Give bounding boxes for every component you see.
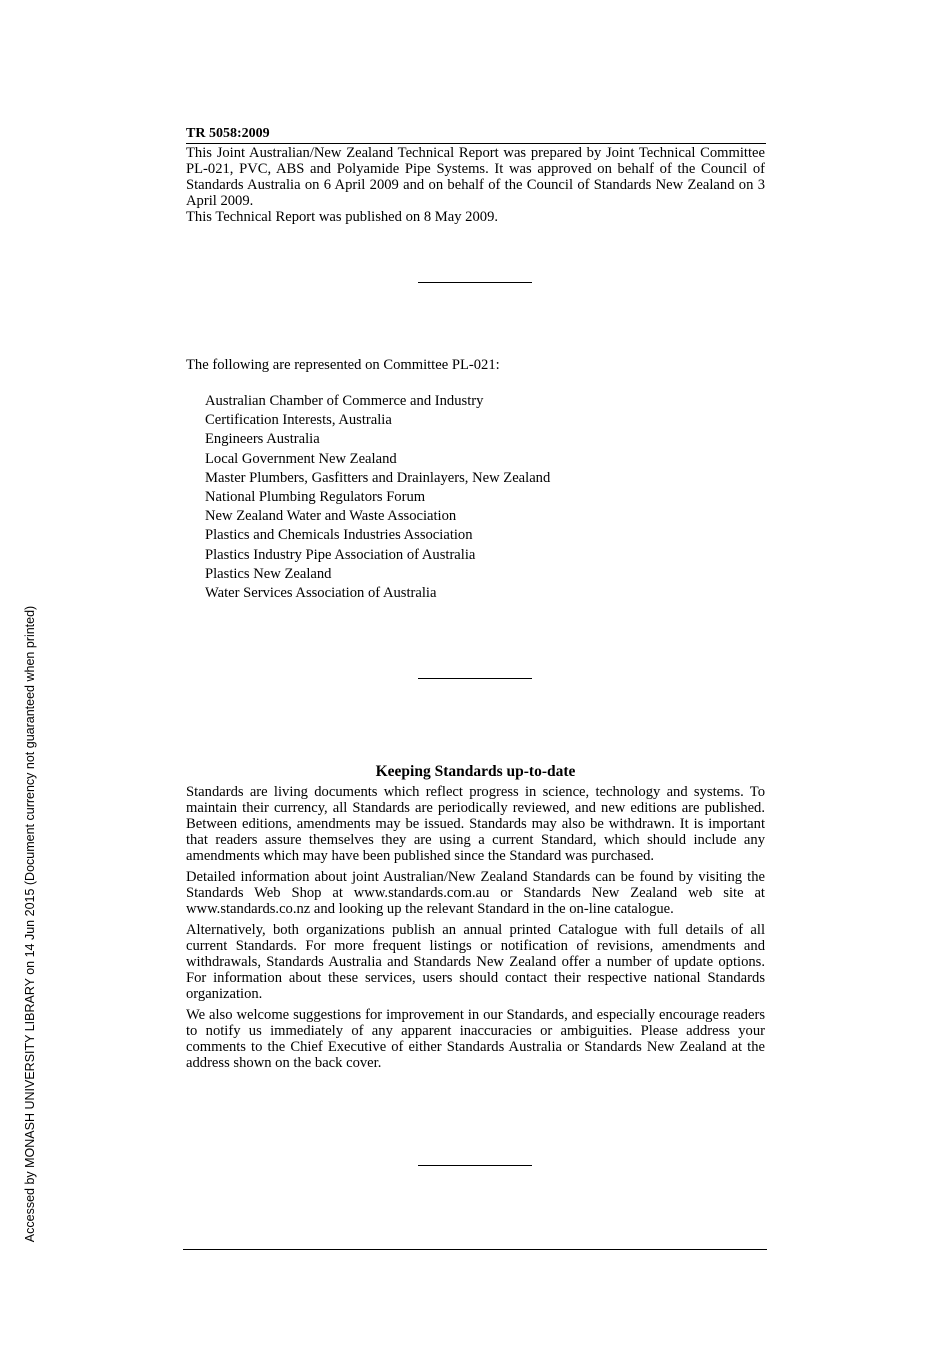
section-divider [418, 678, 532, 679]
committee-intro: The following are represented on Committee PL-021: [186, 357, 500, 373]
access-watermark: Accessed by MONASH UNIVERSITY LIBRARY on 14 Jun 2015 (Document currency not guaranteed when printed) [23, 605, 37, 1243]
committee-member: Certification Interests, Australia [205, 412, 392, 429]
preparation-statement [186, 145, 765, 225]
preparation-paragraph: This Joint Australian/New Zealand Technical Report was prepared by Joint Technical Committee PL-021, PVC, ABS and Polyamide Pipe Systems. It was approved on behalf of the Council of Standards Australia on 6 April 2009 and on behalf of the Council of Standards New Zealand on 3 April 2009. [186, 145, 765, 209]
committee-member-list [205, 392, 765, 603]
body-paragraph: Detailed information about joint Australian/New Zealand Standards can be found by visiting the Standards Web Shop at www.standards.com.au or Standards New Zealand web site at www.standards.co.nz and looking up the relevant Standard in the on-line catalogue. [186, 869, 765, 917]
footer-rule [183, 1249, 767, 1250]
committee-member: Australian Chamber of Commerce and Industry [205, 393, 484, 409]
document-id: TR 5058:2009 [186, 125, 766, 144]
section-divider [418, 1165, 532, 1166]
committee-member: Plastics and Chemicals Industries Association [205, 527, 473, 544]
committee-member: Plastics Industry Pipe Association of Australia [205, 546, 476, 563]
committee-member: Local Government New Zealand [205, 450, 397, 467]
committee-member: National Plumbing Regulators Forum [205, 489, 426, 506]
keeping-standards-body [186, 784, 765, 1076]
committee-member: New Zealand Water and Waste Association [205, 508, 457, 525]
committee-member: Water Services Association of Australia [205, 585, 437, 602]
keeping-standards-heading: Keeping Standards up-to-date [375, 763, 576, 780]
body-paragraph: Standards are living documents which reflect progress in science, technology and systems. To maintain their currency, all Standards are periodically reviewed, and new editions are published. Between editions, amendments may be issued. Standards may also be withdrawn. It is important that readers assure themselves they are using a current Standard, which should include any amendments which may have been published since the Standard was purchased. [186, 784, 765, 864]
committee-member: Master Plumbers, Gasfitters and Drainlayers, New Zealand [205, 469, 551, 486]
body-paragraph: We also welcome suggestions for improvement in our Standards, and especially encourage readers to notify us immediately of any apparent inaccuracies or ambiguities. Please address your comments to the Chief Executive of either Standards Australia or Standards New Zealand at the address shown on the back cover. [186, 1007, 765, 1071]
section-divider [418, 282, 532, 283]
committee-member: Plastics New Zealand [205, 565, 332, 582]
committee-member: Engineers Australia [205, 431, 320, 448]
body-paragraph: Alternatively, both organizations publish an annual printed Catalogue with full details of all current Standards. For more frequent listings or notification of revisions, amendments and withdrawals, Standards Australia and Standards New Zealand offer a number of update options. For information about these services, users should contact their respective national Standards organization. [186, 922, 765, 1002]
publication-date-paragraph: This Technical Report was published on 8 May 2009. [186, 209, 499, 225]
